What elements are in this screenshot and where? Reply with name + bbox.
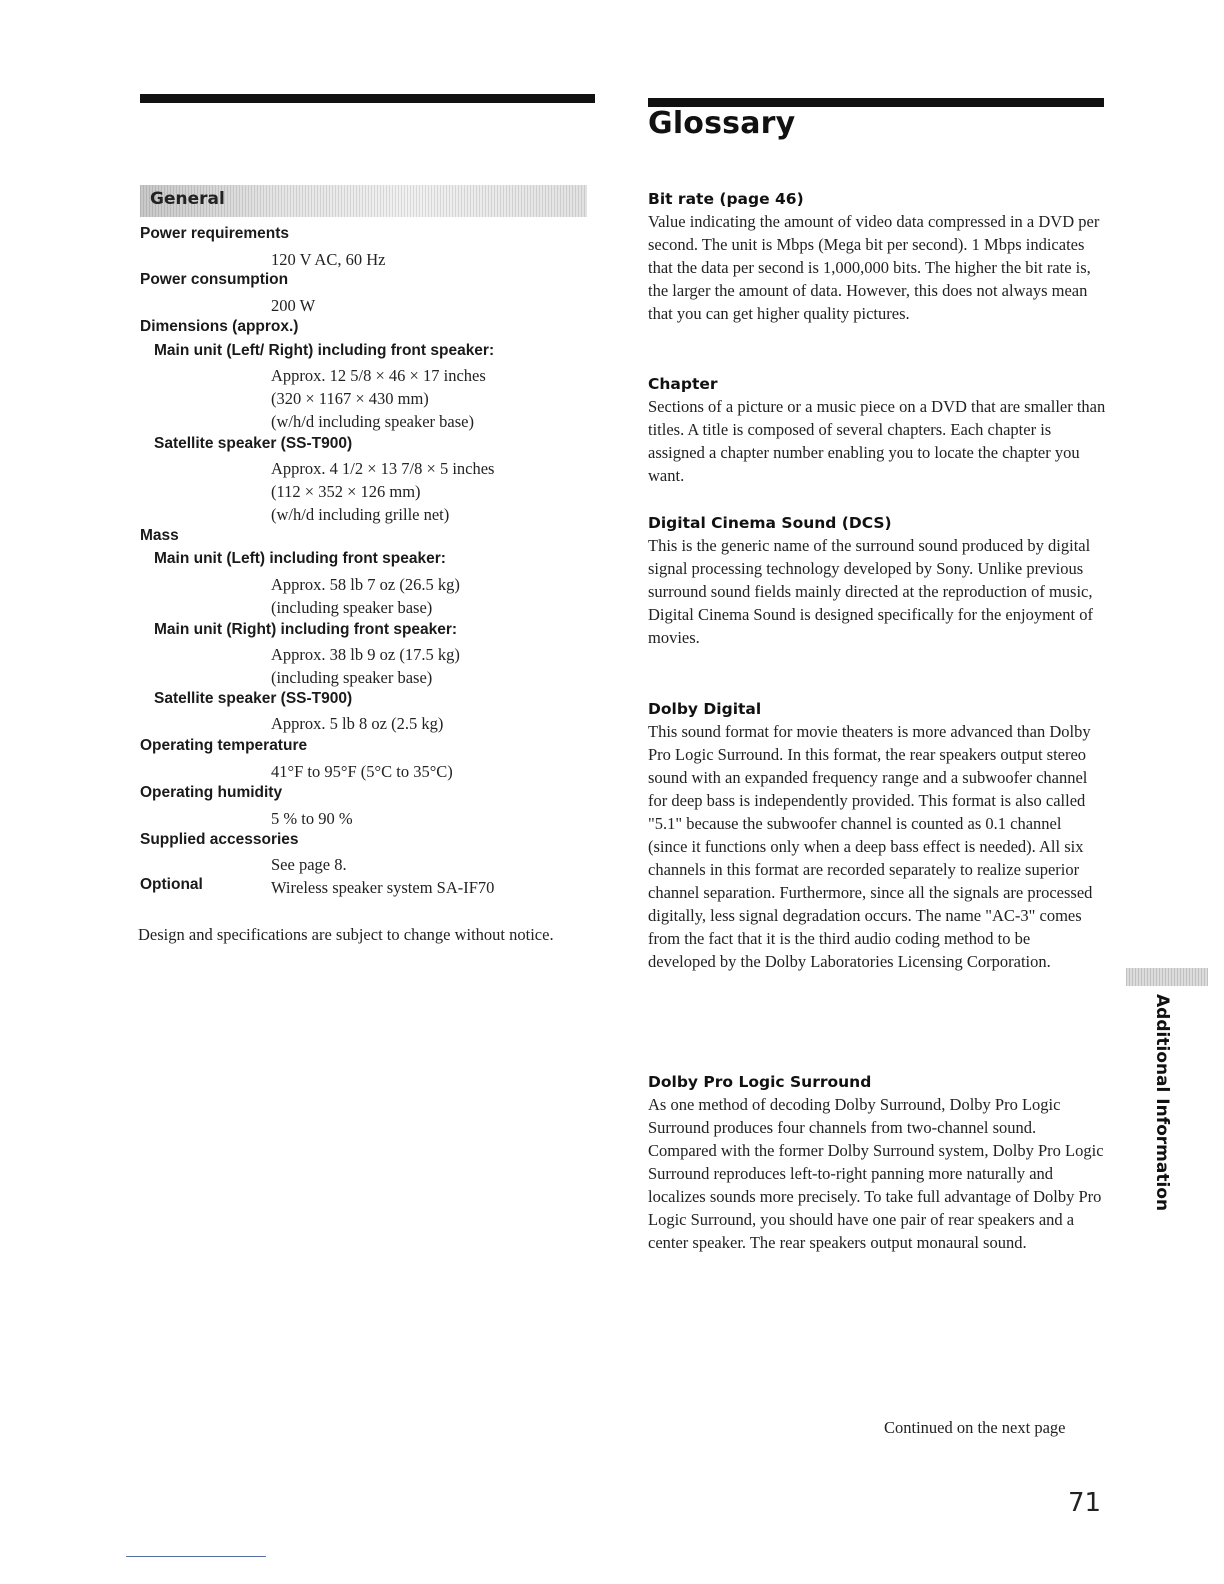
spec-label: Dimensions (approx.) <box>140 318 299 335</box>
glossary-entry <box>648 514 1106 649</box>
spec-value: Approx. 12 5/8 × 46 × 17 inches <box>271 366 486 385</box>
section-header-general <box>140 185 587 217</box>
spec-note: Design and specifications are subject to change without notice. <box>138 925 554 944</box>
spec-value: Approx. 58 lb 7 oz (26.5 kg) <box>271 575 460 594</box>
spec-value: 120 V AC, 60 Hz <box>271 250 386 269</box>
spec-value: Approx. 4 1/2 × 13 7/8 × 5 inches <box>271 459 495 478</box>
glossary-term: Chapter <box>648 375 718 393</box>
glossary-term: Bit rate (page 46) <box>648 190 804 208</box>
top-rule-left <box>140 94 595 103</box>
glossary-definition: This sound format for movie theaters is more advanced than Dolby Pro Logic Surround. In this format, the rear speakers output stereo sound with an expanded frequency range and a subwoofer channel for deep bass is independently provided. This format is also called "5.1" because the subwoofer channel is counted as 0.1 channel (since it functions only when a deep bass effect is needed). All six channels in this format are recorded separately to realize superior channel separation. Furthermore, since all the signals are processed digitally, less signal degradation occurs. The name "AC-3" comes from the fact that it is the third audio coding method to be developed by the Dolby Laboratories Licensing Corporation. <box>648 722 1093 971</box>
spec-label: Power requirements <box>140 225 290 242</box>
spec-label: Supplied accessories <box>140 831 299 848</box>
section-title: General <box>150 189 225 209</box>
spec-value: (including speaker base) <box>271 598 433 617</box>
footer-line <box>126 1556 266 1557</box>
spec-label: Optional <box>140 876 203 893</box>
glossary-definition: This is the generic name of the surround sound produced by digital signal processing technology developed by Sony. Unlike previous surround sound fields mainly directed at the reproduction of music, Digital Cinema Sound is designed specifically for the enjoyment of movies. <box>648 536 1093 647</box>
spec-value: (including speaker base) <box>271 668 433 687</box>
glossary-entry <box>648 375 1106 487</box>
glossary-definition: Sections of a picture or a music piece on a DVD that are smaller than titles. A title is composed of several chapters. Each chapter is assigned a chapter number enabling you to locate the chapter you want. <box>648 397 1106 485</box>
continued-note: Continued on the next page <box>884 1418 1066 1437</box>
spec-value: 41°F to 95°F (5°C to 35°C) <box>271 762 453 781</box>
glossary-term: Dolby Digital <box>648 700 762 718</box>
spec-label: Mass <box>140 527 179 544</box>
spec-value: Approx. 5 lb 8 oz (2.5 kg) <box>271 714 444 733</box>
spec-optional-value: Wireless speaker system SA-IF70 <box>271 878 495 897</box>
spec-value: (w/h/d including grille net) <box>271 505 450 524</box>
spec-label: Power consumption <box>140 271 289 288</box>
glossary-term: Digital Cinema Sound (DCS) <box>648 514 892 532</box>
side-tab <box>1148 994 1172 1212</box>
glossary-entry <box>648 700 1106 973</box>
spec-value: 5 % to 90 % <box>271 809 353 828</box>
glossary-entry <box>648 190 1106 325</box>
spec-value: 200 W <box>271 296 316 315</box>
spec-label: Operating temperature <box>140 737 308 754</box>
spec-sublabel: Main unit (Right) including front speaker: <box>154 621 458 638</box>
spec-value: (w/h/d including speaker base) <box>271 412 474 431</box>
spec-sublabel: Main unit (Left/ Right) including front speaker: <box>154 342 495 359</box>
side-tab-label: Additional Information <box>1152 994 1172 1212</box>
spec-sublabel: Main unit (Left) including front speaker: <box>154 550 446 567</box>
spec-label: Operating humidity <box>140 784 283 801</box>
glossary-term: Dolby Pro Logic Surround <box>648 1073 872 1091</box>
glossary-entry <box>648 1073 1106 1254</box>
spec-sublabel: Satellite speaker (SS-T900) <box>154 690 353 707</box>
spec-value: Approx. 38 lb 9 oz (17.5 kg) <box>271 645 460 664</box>
glossary-definition: As one method of decoding Dolby Surround, Dolby Pro Logic Surround produces four channels from two-channel sound. Compared with the former Dolby Surround system, Dolby Pro Logic Surround reproduces left-to-right panning more naturally and localizes sounds more precisely. To take full advantage of Dolby Pro Logic Surround, you should have one pair of rear speakers and a center speaker. The rear speakers output monaural sound. <box>648 1095 1104 1252</box>
spec-sublabel: Satellite speaker (SS-T900) <box>154 435 353 452</box>
glossary-definition: Value indicating the amount of video data compressed in a DVD per second. The unit is Mbps (Mega bit per second). 1 Mbps indicates that the data per second is 1,000,000 bits. The higher the bit rate is, the larger the amount of data. However, this does not always mean that you can get higher quality pictures. <box>648 212 1100 323</box>
spec-value: See page 8. <box>271 855 347 874</box>
spec-value: (112 × 352 × 126 mm) <box>271 482 421 501</box>
page-title: Glossary <box>648 106 796 141</box>
side-tab-marker <box>1126 968 1208 986</box>
page-number: 71 <box>1068 1488 1102 1518</box>
spec-value: (320 × 1167 × 430 mm) <box>271 389 429 408</box>
